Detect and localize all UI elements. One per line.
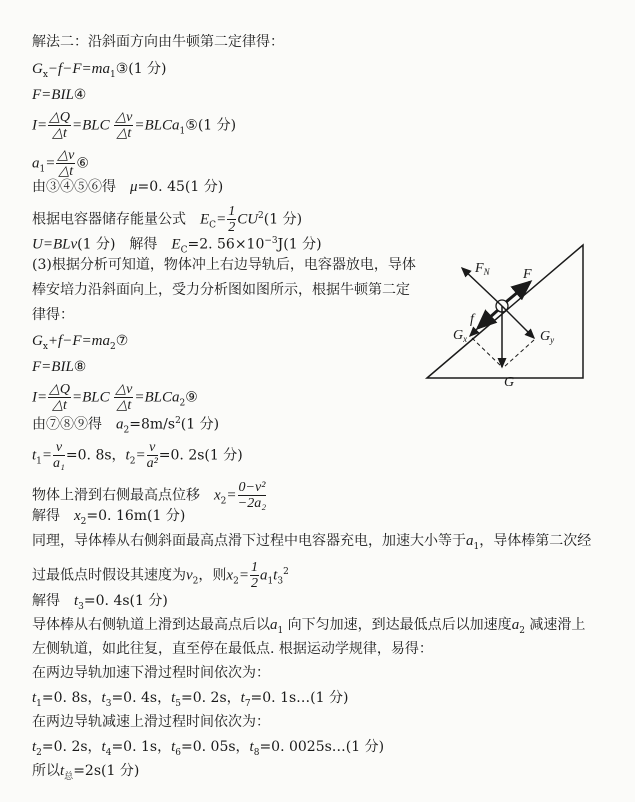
text: =0. 1s， — [111, 739, 172, 755]
text: =0. 1s…(1 分) — [250, 690, 349, 706]
denominator: △t — [116, 126, 132, 141]
math-text: t — [60, 763, 65, 779]
text-line — [32, 33, 284, 51]
g-label: G — [504, 375, 515, 390]
text: 解得 — [32, 593, 74, 609]
math-text: t — [171, 690, 176, 706]
math-text: x — [74, 508, 81, 524]
text-line — [32, 738, 384, 762]
math-text: F=BIL — [32, 87, 74, 103]
fraction — [114, 110, 133, 141]
text-line — [32, 110, 236, 141]
fraction — [238, 480, 267, 511]
text: ⑦ — [115, 333, 129, 349]
math-text: = — [41, 447, 53, 464]
math-text: a — [32, 155, 40, 172]
dashed-line — [472, 338, 502, 367]
text: 在两边导轨加速下滑过程时间依次为： — [32, 665, 270, 681]
text: ，则 — [198, 567, 227, 584]
text: 解法二：沿斜面方向由牛顿第二定律得： — [32, 34, 284, 50]
fn-label: $F_N$ — [475, 261, 490, 277]
text-line — [32, 281, 410, 299]
fraction — [227, 204, 236, 235]
text-line — [32, 306, 74, 324]
text: 棒安培力沿斜面向上，受力分析图如图所示，根据牛顿第二定 — [32, 282, 410, 298]
text: =0. 2s， — [41, 739, 102, 755]
math-text: t — [32, 690, 37, 706]
text: 导体棒从右侧轨道上滑到达最高点后以 — [32, 617, 270, 633]
text-line — [32, 689, 348, 713]
subscript: 2 — [109, 341, 116, 352]
text-line — [32, 358, 86, 376]
text: ⑨ — [185, 389, 198, 406]
text: 根据电容器储存能量公式 — [32, 211, 200, 228]
text: 过最低点时假设其速度为 — [32, 567, 186, 584]
fraction — [250, 560, 259, 591]
text-line — [32, 440, 243, 471]
numerator: △v — [115, 110, 133, 125]
math-text: =BLCa — [134, 389, 180, 406]
text-line — [32, 332, 128, 356]
math-text: = — [45, 155, 56, 172]
text: =0. 05s， — [181, 739, 250, 755]
numerator: 1 — [228, 204, 236, 219]
text: (1 分) — [180, 416, 220, 433]
text-line — [32, 412, 219, 439]
fraction — [48, 110, 71, 141]
gy-label: $G_y$ — [540, 329, 555, 345]
fraction — [56, 148, 75, 179]
numerator: v — [53, 440, 65, 456]
text: (3)根据分析可知道，物体冲上右边导轨后，电容器放电，导体 — [32, 257, 416, 273]
math-text: a — [259, 567, 268, 584]
text: =0. 0025s…(1 分) — [259, 739, 385, 755]
math-text: +f−F=ma — [47, 333, 110, 349]
subscript: 3 — [105, 698, 112, 709]
math-text: x — [226, 567, 234, 584]
numerator: △Q — [49, 382, 71, 397]
text-line — [32, 592, 168, 616]
math-text: t — [273, 567, 278, 584]
text: 由③④⑤⑥得 — [32, 179, 130, 195]
math-text: x — [214, 487, 221, 504]
fraction — [53, 440, 65, 471]
math-text: t — [249, 739, 254, 755]
subscript: 4 — [105, 747, 112, 758]
subscript: 2 — [36, 747, 42, 758]
math-text: t — [171, 739, 176, 755]
text: 所以 — [32, 763, 60, 779]
superscript: 2 — [175, 416, 181, 426]
math-text: a — [466, 533, 474, 549]
subscript: 7 — [244, 698, 251, 709]
text: (1 分) — [263, 211, 303, 228]
text-line — [32, 507, 185, 531]
text-line — [32, 148, 89, 179]
math-text: t — [32, 739, 37, 755]
text-line — [32, 204, 302, 235]
text-line — [32, 382, 198, 413]
subscript: 6 — [175, 747, 181, 758]
math-text: t — [125, 447, 130, 464]
subscript: 1 — [473, 541, 480, 552]
subscript: 1 — [277, 625, 284, 636]
text-line — [32, 532, 591, 556]
fraction — [114, 382, 133, 413]
text: =0. 8s， — [41, 690, 102, 706]
math-text: t — [101, 739, 106, 755]
text-line — [32, 762, 139, 786]
fraction — [147, 440, 158, 471]
text-line — [32, 664, 270, 682]
math-text: I= — [32, 389, 48, 406]
text-line — [32, 178, 223, 196]
text: 律得： — [32, 307, 74, 323]
math-text: a — [116, 416, 124, 433]
subscript: 2 — [519, 625, 525, 636]
math-text: G — [32, 61, 43, 77]
text: ⑥ — [76, 155, 89, 172]
math-text: μ — [130, 179, 138, 195]
text-line — [32, 560, 289, 591]
text: 减速滑上 — [524, 617, 586, 633]
text: ④ — [73, 87, 87, 103]
text: =2. 56×10 — [187, 236, 265, 253]
math-text: t — [74, 593, 79, 609]
math-text: −f−F=ma — [47, 61, 110, 77]
math-text: t — [32, 447, 37, 464]
text: ⑤(1 分) — [185, 117, 237, 134]
text: 向下匀加速，到达最低点后以加速度 — [283, 617, 512, 633]
text: 解得 — [32, 508, 74, 524]
math-text: F=BIL — [32, 359, 74, 375]
superscript: −3 — [264, 236, 278, 246]
numerator: 1 — [250, 560, 258, 575]
text: ⑧ — [73, 359, 87, 375]
math-text: = — [226, 487, 237, 504]
math-text: v — [186, 567, 193, 584]
math-text: E — [200, 211, 210, 228]
math-text: U=BLv — [32, 236, 78, 253]
subscript: x — [42, 341, 48, 352]
text-line — [32, 640, 433, 658]
text: =8m/s — [129, 416, 176, 433]
text: =0. 2s， — [181, 690, 241, 706]
subscript: 2 — [129, 456, 136, 467]
denominator: a₁ — [53, 456, 65, 471]
text-line — [32, 713, 270, 731]
math-text: I= — [32, 117, 48, 134]
text: =0. 4s， — [111, 690, 172, 706]
gy-arrow — [502, 306, 534, 338]
superscript: 2 — [283, 566, 289, 577]
text: 同理，导体棒从右侧斜面最高点滑下过程中电容器充电，加速大小等于 — [32, 533, 466, 549]
denominator: 2 — [228, 220, 236, 235]
gx-label: $G_x$ — [453, 328, 468, 344]
text: ，导体棒第二次经 — [479, 533, 592, 549]
subscript: 3 — [277, 576, 284, 587]
numerator: △v — [115, 382, 133, 397]
subscript: 总 — [64, 771, 74, 782]
subscript: 8 — [253, 747, 260, 758]
text: (1 分) 解得 — [77, 236, 172, 253]
denominator: −2a₂ — [237, 496, 267, 511]
math-text: CU — [237, 211, 259, 228]
text: =0. 4s(1 分) — [83, 593, 168, 609]
text: 由⑦⑧⑨得 — [32, 416, 116, 433]
subscript: C — [209, 220, 217, 231]
math-text: t — [240, 690, 245, 706]
dashed-line — [504, 340, 534, 367]
subscript: 1 — [267, 576, 274, 587]
superscript: 2 — [258, 210, 264, 221]
subscript: 2 — [233, 576, 239, 587]
ampere-force-arrow — [506, 282, 530, 302]
text: =0. 45(1 分) — [137, 179, 224, 195]
text-line — [32, 86, 86, 104]
denominator: △t — [58, 164, 74, 179]
math-text: = — [216, 211, 227, 228]
text-line — [32, 60, 167, 84]
text: ③(1 分) — [115, 61, 167, 77]
fraction — [48, 382, 71, 413]
subscript: x — [42, 69, 48, 80]
subscript: 2 — [123, 425, 130, 436]
math-text: =BLC — [72, 117, 114, 134]
math-text: =BLC — [72, 389, 114, 406]
subscript: 1 — [39, 164, 46, 175]
text: 物体上滑到右侧最高点位移 — [32, 487, 214, 504]
denominator: 2 — [250, 576, 258, 591]
f-label: F — [523, 267, 532, 282]
text: =2s(1 分) — [73, 763, 140, 779]
subscript: 5 — [175, 698, 181, 709]
math-text: G — [32, 333, 43, 349]
text-line — [32, 616, 585, 640]
subscript: 2 — [192, 576, 199, 587]
text: =0. 8s， — [65, 447, 126, 464]
numerator: v — [147, 440, 158, 456]
math-text: =BLCa — [134, 117, 180, 134]
subscript: 3 — [78, 601, 84, 612]
denominator: a² — [146, 456, 158, 471]
math-text: t — [101, 690, 106, 706]
denominator: △t — [116, 398, 132, 413]
subscript: 2 — [80, 516, 87, 527]
subscript: 2 — [220, 496, 227, 507]
text: J(1 分) — [277, 236, 322, 253]
numerator: 0−v² — [238, 480, 266, 495]
math-text: E — [171, 236, 181, 253]
text: =0. 16m(1 分) — [86, 508, 186, 524]
denominator: △t — [52, 126, 67, 141]
math-text: = — [238, 567, 249, 584]
math-text: a — [270, 617, 278, 633]
math-text: a — [511, 617, 520, 633]
subscript: C — [180, 245, 188, 256]
subscript: 1 — [109, 69, 116, 80]
denominator: △t — [52, 398, 67, 413]
text: 在两边导轨减速上滑过程时间依次为： — [32, 714, 270, 730]
subscript: 1 — [36, 698, 42, 709]
subscript: 1 — [179, 126, 186, 137]
numerator: △v — [57, 148, 75, 163]
text-line — [32, 256, 416, 274]
numerator: △Q — [49, 110, 71, 125]
friction-label: f — [470, 312, 474, 327]
math-text: = — [135, 447, 146, 464]
text: =0. 2s(1 分) — [158, 447, 243, 464]
subscript: 2 — [179, 398, 186, 409]
text: 左侧轨道，如此往复，直至停在最低点. 根据运动学规律，易得： — [32, 641, 433, 657]
force-diagram — [420, 240, 620, 400]
subscript: 1 — [36, 456, 42, 467]
